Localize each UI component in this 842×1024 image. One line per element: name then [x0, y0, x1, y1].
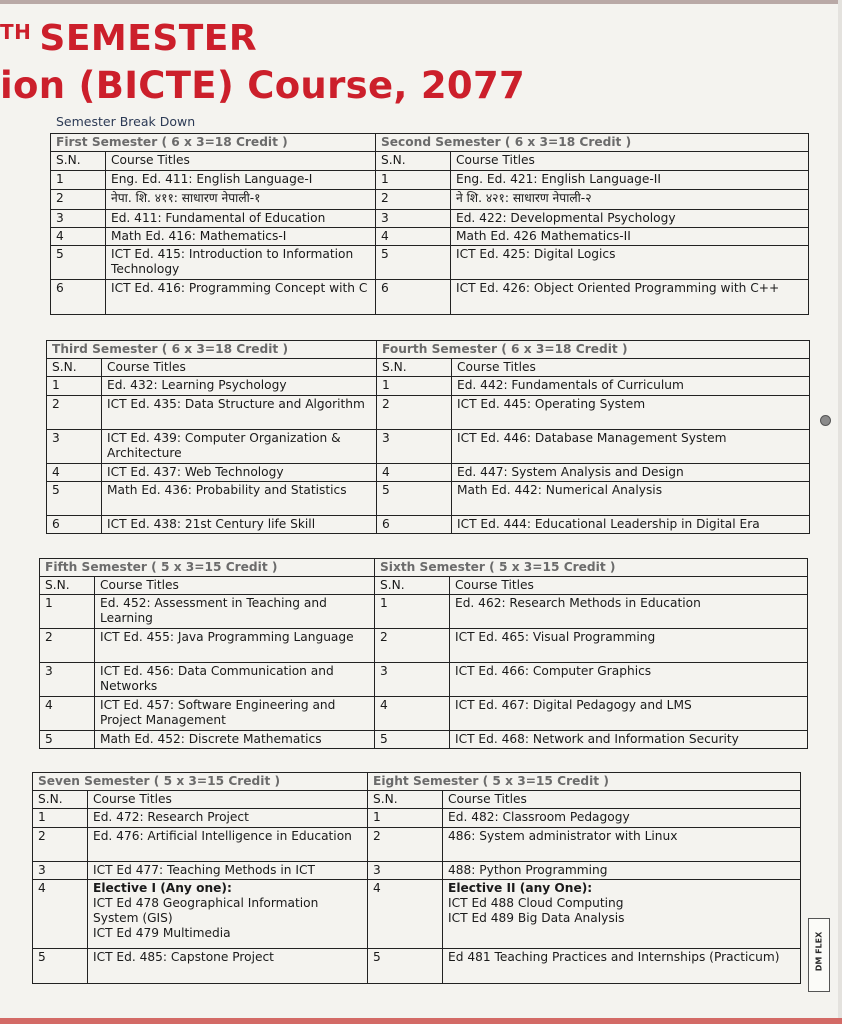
course-title-cell: ICT Ed. 425: Digital Logics [451, 246, 809, 280]
course-title-cell: Ed. 462: Research Methods in Education [450, 595, 808, 629]
table-row [47, 482, 810, 516]
course-title-cell: Ed. 447: System Analysis and Design [452, 464, 810, 482]
sn-cell: 1 [51, 171, 106, 190]
semester-block-3 [39, 558, 808, 749]
table-row [40, 697, 808, 731]
sn-cell: 4 [376, 228, 451, 246]
title-semester: SEMESTER [39, 18, 258, 59]
course-title-cell [88, 880, 368, 949]
col-title-right: Course Titles [451, 152, 809, 171]
table-row [47, 464, 810, 482]
course-title-cell: Math Ed. 442: Numerical Analysis [452, 482, 810, 516]
sn-cell: 3 [47, 430, 102, 464]
column-header-row [40, 577, 808, 595]
sn-cell: 4 [51, 228, 106, 246]
column-header-row [51, 152, 809, 171]
semester-header-right: Eight Semester ( 5 x 3=15 Credit ) [368, 773, 801, 791]
table-row [33, 809, 801, 828]
sn-cell: 3 [377, 430, 452, 464]
semester-header-left: First Semester ( 6 x 3=18 Credit ) [51, 134, 376, 152]
elective-option: ICT Ed 478 Geographical Information System (GIS) [93, 896, 319, 925]
sn-cell: 5 [33, 949, 88, 984]
course-title-cell: Math Ed. 426 Mathematics-II [451, 228, 809, 246]
sn-cell: 4 [40, 697, 95, 731]
sn-cell: 6 [51, 280, 106, 315]
table-row [47, 377, 810, 396]
col-title-left: Course Titles [95, 577, 375, 595]
col-sn-left: S.N. [33, 791, 88, 809]
course-title-cell: ने शि. ४२१: साधारण नेपाली-२ [451, 190, 809, 210]
semester-header-left: Fifth Semester ( 5 x 3=15 Credit ) [40, 559, 375, 577]
table-row [40, 663, 808, 697]
table-row [40, 629, 808, 663]
semester-block-1 [50, 133, 809, 315]
course-title-cell: ICT Ed. 437: Web Technology [102, 464, 377, 482]
col-sn-right: S.N. [376, 152, 451, 171]
course-title-cell: 488: Python Programming [443, 862, 801, 880]
course-title-cell: ICT Ed. 444: Educational Leadership in Digital Era [452, 516, 810, 534]
table-row [40, 595, 808, 629]
course-title-cell: ICT Ed. 439: Computer Organization & Architecture [102, 430, 377, 464]
course-title-cell: ICT Ed. 416: Programming Concept with C [106, 280, 376, 315]
sn-cell: 1 [376, 171, 451, 190]
dm-flex-stamp [808, 918, 830, 992]
course-title-cell: Math Ed. 416: Mathematics-I [106, 228, 376, 246]
course-title-cell: Ed. 482: Classroom Pedagogy [443, 809, 801, 828]
elective-option: ICT Ed 479 Multimedia [93, 926, 231, 940]
course-title-cell: 486: System administrator with Linux [443, 828, 801, 862]
right-edge [838, 0, 842, 1024]
table-row [51, 190, 809, 210]
table-row [33, 880, 801, 949]
title-superscript: TH [0, 20, 32, 44]
semester-header-row [51, 134, 809, 152]
sn-cell: 5 [40, 731, 95, 749]
course-title-cell: Ed 481 Teaching Practices and Internships (Practicum) [443, 949, 801, 984]
sn-cell: 2 [376, 190, 451, 210]
course-title-cell: Ed. 442: Fundamentals of Curriculum [452, 377, 810, 396]
table-row [51, 280, 809, 315]
course-title-cell: Eng. Ed. 421: English Language-II [451, 171, 809, 190]
course-title-cell: ICT Ed. 455: Java Programming Language [95, 629, 375, 663]
col-title-left: Course Titles [106, 152, 376, 171]
sn-cell: 1 [40, 595, 95, 629]
table-row [47, 516, 810, 534]
col-sn-left: S.N. [51, 152, 106, 171]
top-edge [0, 0, 842, 4]
title-line-2: ion (BICTE) Course, 2077 [0, 64, 526, 107]
table-row [33, 828, 801, 862]
col-sn-left: S.N. [47, 359, 102, 377]
sn-cell: 4 [368, 880, 443, 949]
col-title-right: Course Titles [452, 359, 810, 377]
semester-header-row [33, 773, 801, 791]
course-title-cell: ICT Ed. 457: Software Engineering and Project Management [95, 697, 375, 731]
sn-cell: 1 [368, 809, 443, 828]
sn-cell: 3 [375, 663, 450, 697]
course-title-cell: Ed. 452: Assessment in Teaching and Learning [95, 595, 375, 629]
col-sn-right: S.N. [375, 577, 450, 595]
sn-cell: 5 [377, 482, 452, 516]
column-header-row [47, 359, 810, 377]
course-title-cell: Math Ed. 452: Discrete Mathematics [95, 731, 375, 749]
sn-cell: 2 [368, 828, 443, 862]
sn-cell: 2 [40, 629, 95, 663]
bottom-edge [0, 1018, 842, 1024]
semester-header-row [40, 559, 808, 577]
sn-cell: 2 [51, 190, 106, 210]
course-title-cell: Ed. 476: Artificial Intelligence in Education [88, 828, 368, 862]
table-row [51, 210, 809, 228]
sn-cell: 2 [375, 629, 450, 663]
sn-cell: 4 [33, 880, 88, 949]
semester-header-row [47, 341, 810, 359]
sn-cell: 5 [375, 731, 450, 749]
col-sn-left: S.N. [40, 577, 95, 595]
sn-cell: 2 [33, 828, 88, 862]
sn-cell: 2 [377, 396, 452, 430]
semester-breakdown-caption: Semester Break Down [56, 114, 196, 129]
sn-cell: 5 [47, 482, 102, 516]
sn-cell: 1 [47, 377, 102, 396]
course-title-cell: ICT Ed. 445: Operating System [452, 396, 810, 430]
course-title-cell: ICT Ed. 467: Digital Pedagogy and LMS [450, 697, 808, 731]
title-line-1 [0, 18, 257, 59]
course-title-cell: ICT Ed. 435: Data Structure and Algorithm [102, 396, 377, 430]
col-title-left: Course Titles [102, 359, 377, 377]
semester-header-left: Seven Semester ( 5 x 3=15 Credit ) [33, 773, 368, 791]
table-row [51, 171, 809, 190]
sn-cell: 3 [368, 862, 443, 880]
course-title-cell: ICT Ed. 438: 21st Century life Skill [102, 516, 377, 534]
course-title-cell: ICT Ed. 415: Introduction to Information Technology [106, 246, 376, 280]
column-header-row [33, 791, 801, 809]
sn-cell: 2 [47, 396, 102, 430]
course-title-cell [443, 880, 801, 949]
table-row [51, 228, 809, 246]
sn-cell: 1 [33, 809, 88, 828]
sn-cell: 3 [40, 663, 95, 697]
col-title-right: Course Titles [443, 791, 801, 809]
semester-header-right: Second Semester ( 6 x 3=18 Credit ) [376, 134, 809, 152]
course-title-cell: Eng. Ed. 411: English Language-I [106, 171, 376, 190]
sn-cell: 5 [51, 246, 106, 280]
course-title-cell: ICT Ed. 446: Database Management System [452, 430, 810, 464]
course-title-cell: Ed. 411: Fundamental of Education [106, 210, 376, 228]
elective-heading: Elective II (any One): [448, 881, 593, 895]
course-title-cell: ICT Ed. 485: Capstone Project [88, 949, 368, 984]
semester-header-right: Sixth Semester ( 5 x 3=15 Credit ) [375, 559, 808, 577]
sn-cell: 4 [375, 697, 450, 731]
sn-cell: 1 [375, 595, 450, 629]
course-title-cell: नेपा. शि. ४११: साधारण नेपाली-१ [106, 190, 376, 210]
sn-cell: 5 [368, 949, 443, 984]
semester-header-left: Third Semester ( 6 x 3=18 Credit ) [47, 341, 377, 359]
stamp-text: DM FLEX [814, 931, 824, 972]
elective-heading: Elective I (Any one): [93, 881, 232, 895]
elective-option: ICT Ed 488 Cloud Computing [448, 896, 624, 910]
sn-cell: 1 [377, 377, 452, 396]
sn-cell: 6 [377, 516, 452, 534]
course-title-cell: ICT Ed. 426: Object Oriented Programming with C++ [451, 280, 809, 315]
col-sn-right: S.N. [377, 359, 452, 377]
elective-option: ICT Ed 489 Big Data Analysis [448, 911, 625, 925]
sn-cell: 3 [33, 862, 88, 880]
course-title-cell: Ed. 422: Developmental Psychology [451, 210, 809, 228]
table-row [40, 731, 808, 749]
sn-cell: 3 [376, 210, 451, 228]
semester-block-2 [46, 340, 810, 534]
table-row [33, 949, 801, 984]
course-title-cell: Ed. 432: Learning Psychology [102, 377, 377, 396]
course-title-cell: Math Ed. 436: Probability and Statistics [102, 482, 377, 516]
pin-dot [820, 415, 831, 426]
sn-cell: 4 [377, 464, 452, 482]
col-title-right: Course Titles [450, 577, 808, 595]
course-title-cell: ICT Ed. 466: Computer Graphics [450, 663, 808, 697]
sn-cell: 6 [47, 516, 102, 534]
table-row [47, 396, 810, 430]
sn-cell: 4 [47, 464, 102, 482]
semester-block-4 [32, 772, 801, 984]
course-title-cell: ICT Ed. 456: Data Communication and Networks [95, 663, 375, 697]
col-title-left: Course Titles [88, 791, 368, 809]
sn-cell: 6 [376, 280, 451, 315]
course-title-cell: Ed. 472: Research Project [88, 809, 368, 828]
sn-cell: 3 [51, 210, 106, 228]
course-title-cell: ICT Ed. 465: Visual Programming [450, 629, 808, 663]
table-row [51, 246, 809, 280]
table-row [47, 430, 810, 464]
semester-header-right: Fourth Semester ( 6 x 3=18 Credit ) [377, 341, 810, 359]
course-title-cell: ICT Ed 477: Teaching Methods in ICT [88, 862, 368, 880]
sn-cell: 5 [376, 246, 451, 280]
course-title-cell: ICT Ed. 468: Network and Information Security [450, 731, 808, 749]
table-row [33, 862, 801, 880]
col-sn-right: S.N. [368, 791, 443, 809]
